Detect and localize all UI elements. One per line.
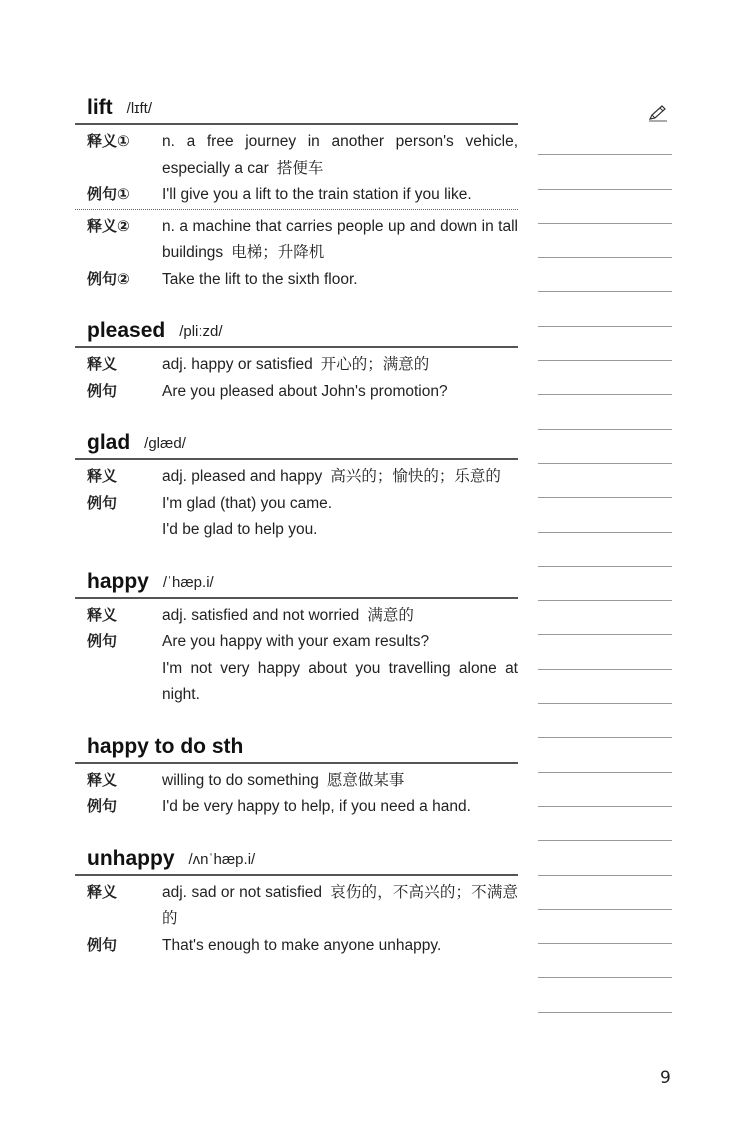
- example-row: [75, 656, 518, 709]
- definition-row: [75, 603, 518, 630]
- example-row: [75, 517, 518, 544]
- note-line: [538, 327, 672, 361]
- sense-block: [75, 599, 518, 709]
- definition-english: adj. pleased and happy: [162, 468, 323, 485]
- definition-chinese: 搭便车: [276, 159, 324, 177]
- entry-header: [75, 847, 518, 876]
- note-line: [538, 155, 672, 189]
- example-row: [75, 379, 518, 406]
- entry-header: [75, 735, 518, 764]
- example-sentence: Are you pleased about John's promotion?: [162, 382, 448, 400]
- note-lines: [538, 121, 672, 1013]
- note-line: [538, 773, 672, 807]
- vocab-entry: [75, 735, 518, 821]
- definition-text: [162, 214, 518, 267]
- definition-text: [162, 768, 518, 795]
- example-sentence: I'd be glad to help you.: [162, 521, 318, 538]
- definition-text: [162, 603, 518, 630]
- example-sentence: Take the lift to the sixth floor.: [162, 270, 358, 288]
- definition-english: adj. satisfied and not worried: [162, 606, 360, 624]
- page-number: 9: [660, 1068, 671, 1088]
- definition-text: [162, 880, 518, 933]
- vocab-entry: [75, 847, 518, 960]
- note-line: [538, 121, 672, 155]
- example-label: 例句①: [87, 186, 130, 203]
- definition-row: [75, 464, 518, 491]
- example-sentence: Are you happy with your exam results?: [162, 633, 430, 650]
- note-line: [538, 533, 672, 567]
- phonetic: /glæd/: [144, 435, 186, 452]
- entry-header: [75, 319, 518, 348]
- entry-header: [75, 431, 518, 460]
- phonetic: /pliːzd/: [179, 323, 223, 340]
- sense-block: [75, 348, 518, 405]
- headword: pleased: [87, 319, 166, 342]
- headword: lift: [87, 96, 113, 119]
- definition-row: [75, 768, 518, 795]
- sense-block: [75, 876, 518, 960]
- example-row: [75, 933, 518, 960]
- pencil-icon: [648, 104, 668, 122]
- example-row: [75, 629, 518, 656]
- headword: glad: [87, 431, 131, 454]
- note-line: [538, 841, 672, 875]
- definition-label: 释义: [87, 468, 118, 485]
- definition-label: 释义: [87, 606, 118, 624]
- note-line: [538, 430, 672, 464]
- definition-chinese: 开心的；满意的: [320, 356, 430, 373]
- note-line: [538, 670, 672, 704]
- note-line: [538, 807, 672, 841]
- definition-chinese: 高兴的；愉快的；乐意的: [330, 468, 501, 485]
- sense-block: [75, 460, 518, 544]
- example-row: [75, 182, 518, 209]
- definition-text: [162, 352, 518, 379]
- headword: happy to do sth: [87, 734, 244, 758]
- note-line: [538, 738, 672, 772]
- example-label: 例句: [87, 382, 118, 400]
- note-line: [538, 190, 672, 224]
- definition-chinese: 愿意做某事: [326, 771, 405, 789]
- example-label: 例句: [87, 936, 118, 954]
- example-sentence: That's enough to make anyone unhappy.: [162, 936, 442, 954]
- entry-header: [75, 570, 518, 599]
- definition-row: [75, 352, 518, 379]
- note-line: [538, 635, 672, 669]
- definition-chinese: 电梯；升降机: [231, 244, 325, 261]
- vocab-entry: [75, 96, 518, 293]
- example-sentence: I'll give you a lift to the train station if you like.: [162, 186, 472, 203]
- vocab-entry: [75, 570, 518, 709]
- sense-block: [75, 209, 518, 294]
- note-line: [538, 876, 672, 910]
- note-line: [538, 978, 672, 1012]
- definition-english: adj. sad or not satisfied: [162, 883, 323, 901]
- definition-label: 释义②: [87, 217, 130, 235]
- vocabulary-list: [75, 96, 518, 985]
- vocab-entry: [75, 319, 518, 405]
- note-line: [538, 567, 672, 601]
- example-sentence: I'm glad (that) you came.: [162, 494, 333, 512]
- example-sentence: I'd be very happy to help, if you need a hand.: [162, 798, 471, 815]
- entry-header: [75, 96, 518, 125]
- note-line: [538, 464, 672, 498]
- vocab-entry: [75, 431, 518, 544]
- definition-english: adj. happy or satisfied: [162, 356, 313, 373]
- definition-row: [75, 129, 518, 182]
- phonetic: /ˈhæp.i/: [162, 573, 214, 591]
- definition-label: 释义: [87, 356, 118, 373]
- note-line: [538, 258, 672, 292]
- example-row: [75, 794, 518, 821]
- definition-english: n. a machine that carries people up and down in tall buildings: [162, 217, 518, 261]
- definition-chinese: 满意的: [367, 606, 414, 624]
- note-line: [538, 601, 672, 635]
- definition-english: willing to do something: [162, 771, 319, 789]
- example-label: 例句: [87, 494, 118, 512]
- note-line: [538, 704, 672, 738]
- example-label: 例句: [87, 798, 118, 815]
- note-line: [538, 498, 672, 532]
- note-line: [538, 292, 672, 326]
- note-line: [538, 361, 672, 395]
- example-sentence: I'm not very happy about you travelling alone at night.: [162, 659, 518, 703]
- note-line: [538, 395, 672, 429]
- headword: happy: [87, 569, 149, 593]
- definition-row: [75, 214, 518, 267]
- sense-block: [75, 125, 518, 209]
- example-row: [75, 491, 518, 518]
- definition-text: [162, 464, 518, 491]
- definition-text: [162, 129, 518, 182]
- sense-block: [75, 764, 518, 821]
- phonetic: /ʌnˈhæp.i/: [188, 850, 256, 868]
- definition-label: 释义①: [87, 133, 130, 150]
- phonetic: /lɪft/: [126, 100, 152, 117]
- definition-label: 释义: [87, 771, 118, 789]
- definition-label: 释义: [87, 883, 118, 901]
- example-label: 例句②: [87, 270, 130, 288]
- example-label: 例句: [87, 633, 118, 650]
- definition-english: n. a free journey in another person's vehicle, especially a car: [162, 133, 518, 177]
- example-row: [75, 267, 518, 294]
- note-line: [538, 910, 672, 944]
- definition-row: [75, 880, 518, 933]
- note-line: [538, 224, 672, 258]
- definition-chinese: 哀伤的，不高兴的；不满意的: [162, 883, 518, 927]
- note-line: [538, 944, 672, 978]
- headword: unhappy: [87, 846, 175, 870]
